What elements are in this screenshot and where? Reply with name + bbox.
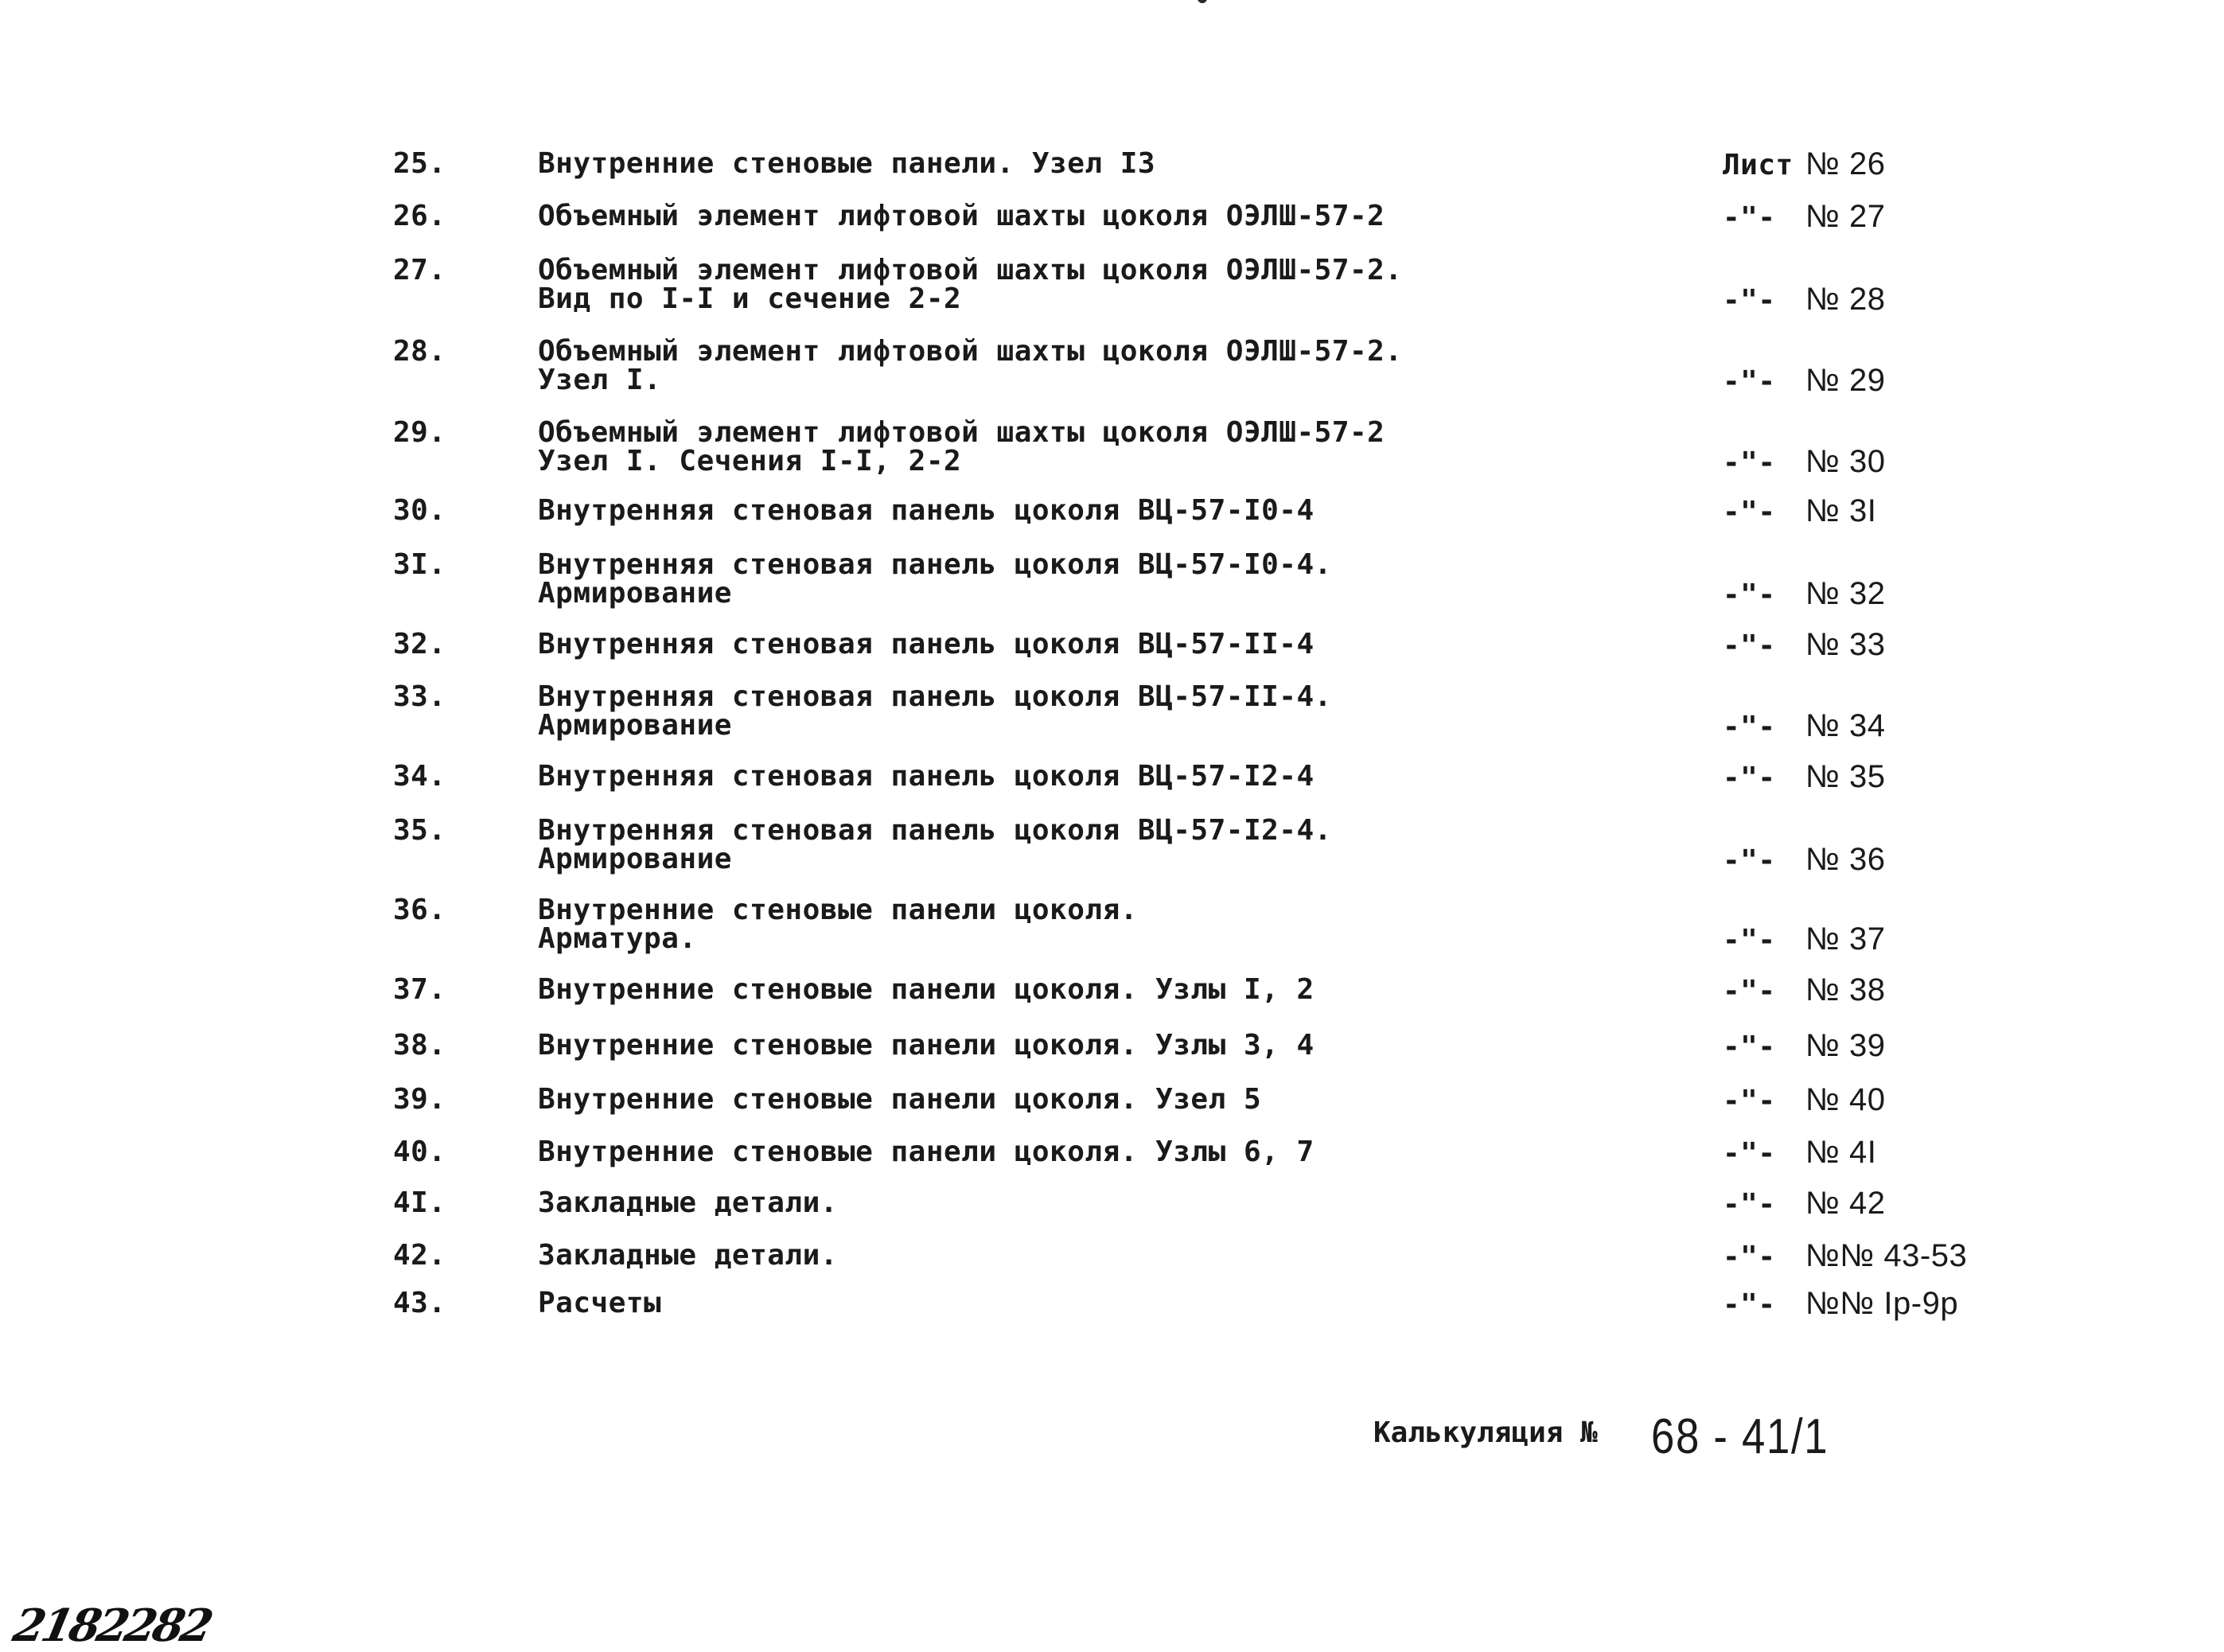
item-title-line: Внутренние стеновые панели цоколя. Узлы 3, 4 [538, 1029, 1315, 1062]
sheet-reference [1723, 199, 1886, 234]
sheet-prefix: -"- [1723, 844, 1776, 877]
sheet-prefix: -"- [1723, 924, 1776, 957]
item-title [538, 494, 1315, 527]
sheet-number: № 38 [1805, 972, 1886, 1007]
item-number: 36. [393, 894, 446, 926]
sheet-reference [1723, 576, 1886, 611]
item-number: 43. [393, 1287, 446, 1319]
sheet-reference [1723, 1135, 1877, 1170]
item-title [538, 548, 1332, 610]
item-title [538, 680, 1332, 742]
sheet-number: № 26 [1805, 146, 1886, 181]
sheet-number: №№ Iр-9р [1805, 1286, 1959, 1321]
item-title [538, 1186, 838, 1219]
sheet-number: № 34 [1805, 708, 1886, 743]
item-title [538, 416, 1385, 477]
item-number: 42. [393, 1239, 446, 1272]
item-title-line: Внутренние стеновые панели. Узел I3 [538, 147, 1156, 180]
item-title-line: Объемный элемент лифтовой шахты цоколя ОЭЛШ-57-2 [538, 200, 1385, 232]
item-title-line: Внутренняя стеновая панель цоколя ВЦ-57-I0-4 [538, 494, 1315, 527]
item-title-line: Вид по I-I и сечение 2-2 [538, 282, 962, 315]
sheet-prefix: -"- [1723, 201, 1776, 234]
item-title [538, 896, 1138, 953]
item-title [538, 337, 1403, 395]
sheet-reference [1723, 1028, 1886, 1063]
sheet-prefix: -"- [1723, 1288, 1776, 1321]
item-number: 25. [393, 147, 446, 180]
sheet-reference [1723, 1186, 1886, 1221]
item-title-line: Внутренняя стеновая панель цоколя ВЦ-57-I2-4 [538, 760, 1315, 793]
sheet-reference [1723, 759, 1886, 794]
sheet-prefix: -"- [1723, 365, 1776, 398]
sheet-prefix: -"- [1723, 711, 1776, 743]
item-title-line: Объемный элемент лифтовой шахты цоколя ОЭЛШ-57-2 [538, 416, 1385, 449]
item-title-line: Внутренняя стеновая панель цоколя ВЦ-57-I2-4. [538, 814, 1332, 847]
sheet-reference [1723, 842, 1886, 877]
sheet-reference [1723, 1286, 1959, 1321]
item-title [538, 1138, 1315, 1167]
sheet-number: № 35 [1805, 759, 1886, 794]
sheet-reference [1723, 146, 1886, 181]
item-title-line: Расчеты [538, 1287, 662, 1319]
sheet-number: № 4I [1805, 1135, 1877, 1170]
sheet-prefix: -"- [1723, 1031, 1776, 1063]
item-number: 39. [393, 1083, 446, 1116]
item-title-line: Закладные детали. [538, 1239, 838, 1272]
calculation-label: Калькуляция № [1373, 1416, 1598, 1449]
item-title [538, 1085, 1261, 1114]
sheet-reference [1723, 1082, 1886, 1117]
item-title-line: Узел I. [538, 364, 662, 396]
sheet-number: № 42 [1805, 1186, 1886, 1221]
sheet-prefix: -"- [1723, 629, 1776, 662]
sheet-prefix: -"- [1723, 1188, 1776, 1221]
item-number: 38. [393, 1029, 446, 1062]
item-title-line: Внутренние стеновые панели цоколя. [538, 894, 1138, 926]
sheet-number: № 29 [1805, 363, 1886, 398]
item-number: 4I. [393, 1186, 446, 1219]
sheet-prefix: -"- [1723, 762, 1776, 794]
item-number: 33. [393, 680, 446, 713]
sheet-prefix: -"- [1723, 1241, 1776, 1273]
sheet-reference [1723, 921, 1886, 957]
sheet-number: № 39 [1805, 1028, 1886, 1063]
item-title-line: Узел I. Сечения I-I, 2-2 [538, 445, 962, 477]
sheet-prefix: -"- [1723, 579, 1776, 611]
item-title-line: Внутренняя стеновая панель цоколя ВЦ-57-II-4. [538, 680, 1332, 713]
item-number: 37. [393, 973, 446, 1006]
item-title-line: Внутренняя стеновая панель цоколя ВЦ-57-II-4 [538, 628, 1315, 660]
item-number: 34. [393, 760, 446, 793]
sheet-number: № 28 [1805, 282, 1886, 317]
sheet-number: № 36 [1805, 842, 1886, 877]
item-title-line: Армирование [538, 577, 732, 610]
item-title-line: Закладные детали. [538, 1186, 838, 1219]
item-title-line: Армирование [538, 843, 732, 875]
item-number: 29. [393, 416, 446, 449]
sheet-reference [1723, 1238, 1968, 1273]
sheet-prefix: -"- [1723, 1137, 1776, 1170]
item-number: 3I. [393, 548, 446, 581]
item-title [538, 1241, 838, 1270]
sheet-reference [1723, 627, 1886, 662]
sheet-prefix: Лист [1723, 149, 1794, 181]
item-title-line: Объемный элемент лифтовой шахты цоколя ОЭЛШ-57-2. [538, 335, 1403, 368]
item-number: 32. [393, 628, 446, 660]
item-title [538, 202, 1385, 231]
sheet-number: № 3I [1805, 493, 1877, 528]
sheet-number: № 37 [1805, 921, 1886, 957]
item-number: 28. [393, 335, 446, 368]
sheet-reference [1723, 444, 1886, 479]
item-title [538, 147, 1156, 180]
item-number: 40. [393, 1136, 446, 1168]
item-title-line: Внутренние стеновые панели цоколя. Узел 5 [538, 1083, 1262, 1116]
item-title-line: Внутренние стеновые панели цоколя. Узлы 6, 7 [538, 1136, 1315, 1168]
item-title [538, 816, 1332, 874]
item-title-line: Армирование [538, 709, 732, 742]
sheet-number: № 27 [1805, 199, 1886, 234]
sheet-reference [1723, 708, 1886, 743]
item-title [538, 1289, 661, 1318]
item-title-line: Арматура. [538, 922, 697, 955]
item-title [538, 762, 1315, 791]
sheet-reference [1723, 493, 1877, 528]
sheet-number: № 30 [1805, 444, 1886, 479]
sheet-number: № 33 [1805, 627, 1886, 662]
sheet-prefix: -"- [1723, 496, 1776, 528]
sheet-reference [1723, 363, 1886, 398]
item-number: 27. [393, 254, 446, 286]
item-title-line: Внутренняя стеновая панель цоколя ВЦ-57-I0-4. [538, 548, 1332, 581]
item-title-line: Объемный элемент лифтовой шахты цоколя ОЭЛШ-57-2. [538, 254, 1403, 286]
item-title [538, 256, 1403, 314]
sheet-prefix: -"- [1723, 284, 1776, 317]
item-title [538, 1031, 1315, 1060]
calculation-number: 68 - 41/1 [1651, 1409, 1829, 1464]
handwritten-stamp-number: 2182282 [8, 1599, 215, 1652]
item-number: 26. [393, 200, 446, 232]
item-title [538, 630, 1315, 659]
item-title-line: Внутренние стеновые панели цоколя. Узлы I, 2 [538, 973, 1315, 1006]
sheet-prefix: -"- [1723, 975, 1776, 1007]
sheet-number: №№ 43-53 [1805, 1238, 1968, 1273]
sheet-reference [1723, 282, 1886, 317]
sheet-prefix: -"- [1723, 1085, 1776, 1117]
sheet-number: № 40 [1805, 1082, 1886, 1117]
item-number: 30. [393, 494, 446, 527]
item-number: 35. [393, 814, 446, 847]
sheet-number: № 32 [1805, 576, 1886, 611]
item-title [538, 973, 1315, 1006]
sheet-reference [1723, 972, 1886, 1007]
sheet-prefix: -"- [1723, 446, 1776, 479]
